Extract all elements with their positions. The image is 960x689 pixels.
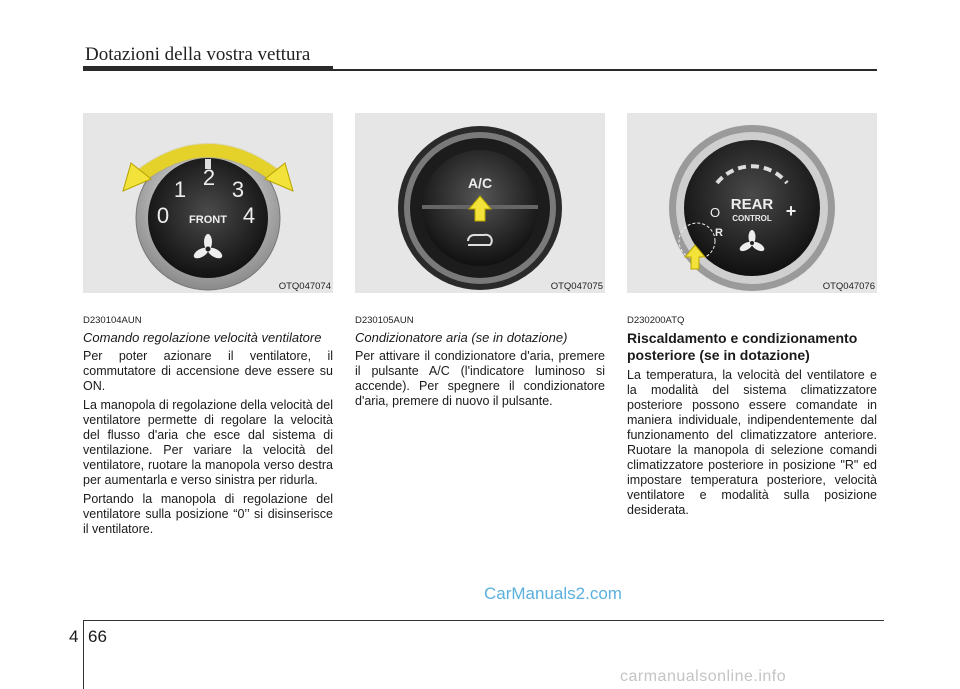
control-label: CONTROL (732, 214, 772, 223)
section-title: Comando regolazione velocità ventilatore (83, 330, 322, 345)
chapter-number: 4 (69, 627, 79, 646)
rear-knob-photo (627, 113, 877, 293)
section-title: Condizionatore aria (se in dotazione) (355, 330, 568, 345)
knob-label-2: 2 (202, 165, 216, 190)
photo-code: OTQ047075 (550, 281, 603, 292)
knob-label-4: 4 (242, 203, 256, 228)
knob-label-front: FRONT (189, 214, 227, 226)
section-title: Riscaldamento e condizionamento posteriore (se in dotazione) (627, 330, 858, 363)
doc-code: D230200ATQ (627, 315, 685, 326)
rear-label: REAR (730, 196, 774, 213)
section-rear-climate (627, 113, 877, 518)
paragraph: Portando la manopola di regolazione del ventilatore sulla posizione “0’’ si disinserisce il ventilatore. (83, 492, 333, 536)
section-fan-speed (83, 113, 333, 537)
knob-label-1: 1 (173, 177, 187, 202)
bottom-watermark: carmanualsonline.info (620, 668, 787, 685)
photo-code: OTQ047074 (278, 281, 331, 292)
page-header-title: Dotazioni della vostra vettura (85, 44, 311, 65)
ac-knob-photo (355, 113, 605, 293)
paragraph: Per attivare il condizionatore d'aria, premere il pulsante A/C (l'indicatore luminoso si accende). Per spegnere il condizionatore d'aria, premere di nuovo il pulsante. (355, 349, 605, 408)
page-number: 66 (88, 627, 107, 646)
paragraph: La temperatura, la velocità del ventilatore e la modalità del sistema climatizzatore posteriore possono essere comandate in maniera individuale, indipendentemente dal funzionamento del climatizzatore anteriore. Ruotare la manopola di selezione comandi climatizzatore posteriore in posizione "R" ed impostare temperatura posteriore, velocità ventilatore e modalità sulla posizione desiderata. (627, 368, 877, 517)
ac-label: A/C (467, 175, 493, 191)
off-label: O (709, 205, 721, 220)
paragraph: Per poter azionare il ventilatore, il commutatore di accensione deve essere su ON. (83, 349, 333, 393)
section-air-conditioning (355, 113, 605, 409)
r-label: R (715, 227, 723, 239)
header-rule-thin (333, 69, 877, 71)
header-rule (83, 66, 333, 71)
fan-knob-photo (83, 113, 333, 293)
photo-code: OTQ047076 (822, 281, 875, 292)
plus-label: + (785, 201, 797, 221)
watermark[interactable]: CarManuals2.com (484, 584, 622, 603)
doc-code: D230104AUN (83, 315, 142, 326)
knob-label-0: 0 (156, 203, 170, 228)
knob-label-3: 3 (231, 177, 245, 202)
footer-rule-vertical (83, 620, 84, 689)
doc-code: D230105AUN (355, 315, 414, 326)
paragraph: La manopola di regolazione della velocità del ventilatore permette di regolare la velocità del flusso d'aria che esce dal sistema di ventilazione. Per variare la velocità del ventilatore, ruotare la manopola verso destra per aumentarla e verso sinistra per ridurla. (83, 398, 333, 487)
footer-rule (84, 620, 884, 621)
